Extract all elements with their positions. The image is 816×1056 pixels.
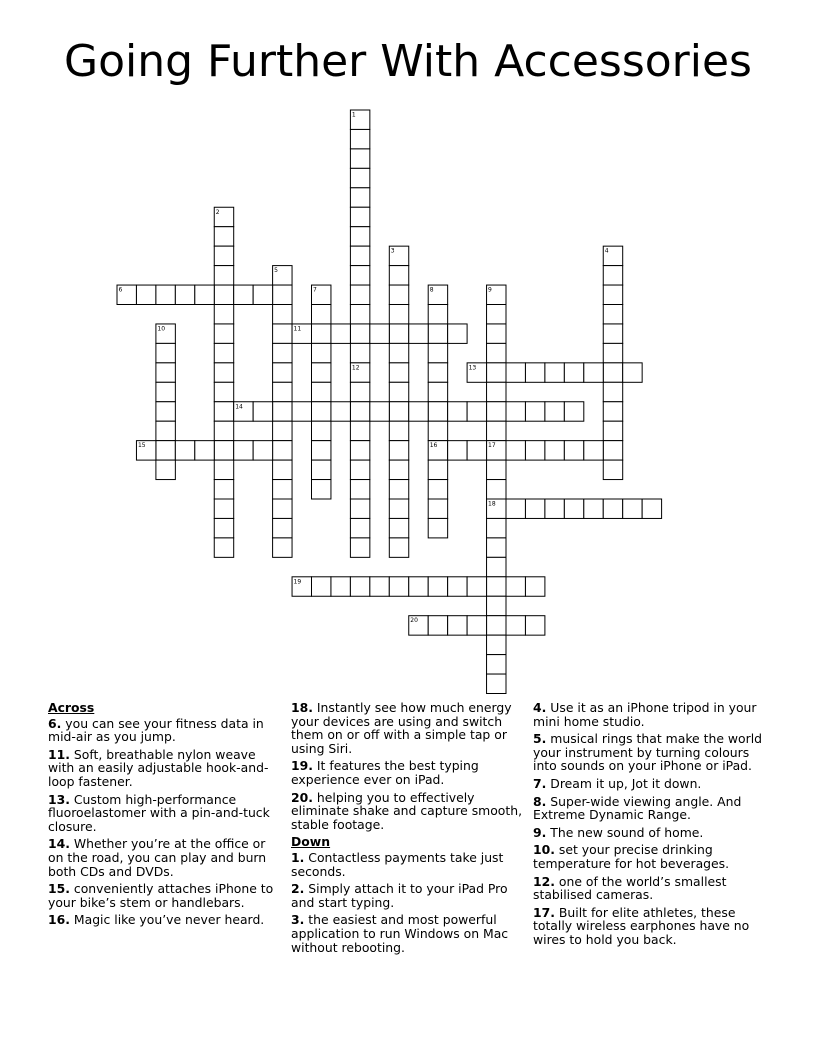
clue-down-7: 7. Dream it up, Jot it down. (533, 775, 702, 791)
grid-cell[interactable] (487, 460, 506, 479)
grid-cell[interactable] (545, 363, 564, 382)
grid-cell[interactable] (389, 382, 408, 401)
grid-cell[interactable] (273, 421, 292, 440)
grid-cell[interactable] (312, 343, 331, 362)
grid-cell[interactable] (389, 421, 408, 440)
grid-cell[interactable] (506, 363, 525, 382)
grid-cell[interactable] (273, 460, 292, 479)
grid-cell[interactable] (214, 480, 233, 499)
grid-cell[interactable] (506, 577, 525, 596)
grid-cell[interactable] (350, 324, 369, 343)
grid-cell[interactable] (506, 616, 525, 635)
clue-down-9: 9. The new sound of home. (533, 824, 704, 840)
clue-number-label: 20 (410, 617, 418, 625)
clue-number-label: 4 (604, 247, 609, 255)
grid-cell[interactable] (214, 499, 233, 518)
clue-number-label: 8 (429, 286, 434, 294)
grid-cell[interactable] (389, 538, 408, 557)
grid-cell[interactable] (487, 363, 506, 382)
clue-number-label: 1 (351, 111, 356, 119)
grid-cell[interactable] (428, 402, 447, 421)
grid-cell[interactable] (487, 343, 506, 362)
grid-cell[interactable] (564, 363, 583, 382)
grid-cell[interactable] (273, 518, 292, 537)
grid-cell[interactable] (487, 382, 506, 401)
clue-number-label: 15 (137, 442, 146, 450)
grid-cell[interactable] (389, 480, 408, 499)
grid-cell[interactable] (273, 480, 292, 499)
grid-cell[interactable] (234, 441, 253, 460)
grid-cell[interactable] (156, 343, 175, 362)
grid-cell[interactable] (312, 324, 331, 343)
grid-cell[interactable] (487, 538, 506, 557)
grid-cell[interactable] (487, 402, 506, 421)
grid-cell[interactable] (331, 324, 350, 343)
clue-number-label: 3 (390, 247, 395, 255)
grid-cell[interactable] (350, 188, 369, 207)
grid-cell[interactable] (214, 518, 233, 537)
clue-down-17: 17. Built for elite athletes, these totally wireless earphones have no wires to hold you back. (533, 904, 750, 947)
grid-cell[interactable] (603, 382, 622, 401)
grid-cell[interactable] (584, 363, 603, 382)
grid-cell[interactable] (350, 343, 369, 362)
clue-down-1: 1. Contactless payments take just seconds. (291, 849, 504, 879)
grid-cell[interactable] (448, 577, 467, 596)
grid-cell[interactable] (273, 343, 292, 362)
grid-cell[interactable] (584, 499, 603, 518)
grid-cell[interactable] (506, 499, 525, 518)
clue-number-label: 12 (351, 364, 360, 372)
grid-cell[interactable] (448, 402, 467, 421)
clue-down-12: 12. one of the world’s smallest stabilised cameras. (533, 873, 727, 903)
grid-cell[interactable] (273, 285, 292, 304)
grid-cell[interactable] (175, 285, 194, 304)
grid-cell[interactable] (389, 402, 408, 421)
grid-cell[interactable] (603, 460, 622, 479)
grid-cell[interactable] (350, 305, 369, 324)
grid-cell[interactable] (525, 402, 544, 421)
grid-cell[interactable] (409, 324, 428, 343)
grid-cell[interactable] (428, 499, 447, 518)
grid-cell[interactable] (156, 382, 175, 401)
clue-number-label: 7 (313, 286, 317, 294)
grid-cell[interactable] (214, 324, 233, 343)
clue-number-label: 16 (429, 442, 438, 450)
grid-cell[interactable] (487, 557, 506, 576)
grid-cell[interactable] (253, 285, 272, 304)
grid-cell[interactable] (487, 305, 506, 324)
grid-cell[interactable] (487, 655, 506, 674)
grid-cell[interactable] (448, 441, 467, 460)
grid-cell[interactable] (234, 285, 253, 304)
grid-cell[interactable] (156, 363, 175, 382)
grid-cell[interactable] (428, 343, 447, 362)
grid-cell[interactable] (350, 246, 369, 265)
grid-cell[interactable] (253, 402, 272, 421)
grid-cell[interactable] (214, 382, 233, 401)
grid-cell[interactable] (312, 421, 331, 440)
grid-cell[interactable] (603, 266, 622, 285)
grid-cell[interactable] (545, 499, 564, 518)
grid-cell[interactable] (350, 402, 369, 421)
grid-cell[interactable] (156, 402, 175, 421)
clue-number-label: 18 (488, 500, 496, 508)
grid-cell[interactable] (389, 266, 408, 285)
grid-cell[interactable] (487, 577, 506, 596)
grid-cell[interactable] (214, 227, 233, 246)
clue-across-13: 13. Custom high-performance fluoroelastomer with a pin-and-tuck closure. (48, 791, 270, 834)
clue-number-label: 17 (488, 442, 496, 450)
grid-cell[interactable] (389, 324, 408, 343)
grid-cell[interactable] (389, 577, 408, 596)
clue-down-2: 2. Simply attach it to your iPad Pro and start typing. (291, 881, 508, 910)
grid-cell[interactable] (273, 363, 292, 382)
grid-cell[interactable] (312, 382, 331, 401)
clue-column-2 (291, 701, 527, 958)
across-heading: Across (48, 700, 95, 715)
grid-cell[interactable] (603, 421, 622, 440)
clue-number-label: 9 (488, 286, 492, 294)
grid-cell[interactable] (487, 518, 506, 537)
grid-cell[interactable] (603, 343, 622, 362)
grid-cell[interactable] (370, 402, 389, 421)
grid-cell[interactable] (487, 674, 506, 693)
clue-across-14: 14. Whether you’re at the office or on the road, you can play and burn both CDs and DVDs. (48, 836, 267, 879)
grid-cell[interactable] (428, 324, 447, 343)
grid-cell[interactable] (136, 285, 155, 304)
grid-cell[interactable] (428, 460, 447, 479)
grid-cell[interactable] (584, 441, 603, 460)
grid-cell[interactable] (273, 382, 292, 401)
grid-cell[interactable] (273, 324, 292, 343)
grid-cell[interactable] (292, 402, 311, 421)
grid-cell[interactable] (428, 616, 447, 635)
grid-cell[interactable] (312, 441, 331, 460)
grid-cell[interactable] (350, 518, 369, 537)
grid-cell[interactable] (623, 363, 642, 382)
grid-cell[interactable] (350, 499, 369, 518)
clue-number-label: 13 (468, 364, 477, 372)
clue-column-1 (48, 701, 284, 931)
grid-cell[interactable] (428, 305, 447, 324)
grid-cell[interactable] (623, 499, 642, 518)
grid-cell[interactable] (448, 616, 467, 635)
grid-cell[interactable] (312, 460, 331, 479)
grid-cell[interactable] (389, 363, 408, 382)
grid-cell[interactable] (214, 285, 233, 304)
grid-cell[interactable] (389, 460, 408, 479)
grid-cell[interactable] (350, 480, 369, 499)
grid-cell[interactable] (350, 207, 369, 226)
clue-number-label: 11 (293, 325, 302, 333)
grid-cell[interactable] (525, 363, 544, 382)
grid-cell[interactable] (312, 577, 331, 596)
grid-cell[interactable] (214, 421, 233, 440)
grid-cell[interactable] (467, 441, 486, 460)
grid-cell[interactable] (370, 577, 389, 596)
grid-cell[interactable] (156, 285, 175, 304)
grid-cell[interactable] (525, 577, 544, 596)
grid-cell[interactable] (350, 577, 369, 596)
grid-cell[interactable] (389, 343, 408, 362)
clue-down-10: 10. set your precise drinking temperature for hot beverages. (533, 842, 730, 871)
grid-cell[interactable] (389, 518, 408, 537)
grid-cell[interactable] (545, 402, 564, 421)
grid-cell[interactable] (253, 441, 272, 460)
grid-cell[interactable] (350, 129, 369, 148)
clue-across-6: 6. you can see your fitness data in mid-air as you jump. (48, 715, 264, 745)
clue-down-5: 5. musical rings that make the world your instrument by turning colours into sounds on your iPhone or iPad. (533, 731, 763, 774)
grid-cell[interactable] (273, 441, 292, 460)
grid-cell[interactable] (273, 499, 292, 518)
grid-cell[interactable] (487, 324, 506, 343)
grid-cell[interactable] (564, 499, 583, 518)
grid-cell[interactable] (525, 441, 544, 460)
clue-across-16: 16. Magic like you’ve never heard. (48, 912, 265, 928)
grid-cell[interactable] (428, 421, 447, 440)
clue-across-15: 15. conveniently attaches iPhone to your bike’s stem or handlebars. (48, 881, 274, 910)
grid-cell[interactable] (156, 441, 175, 460)
puzzle-title: Going Further With Accessories (64, 36, 752, 87)
grid-cell[interactable] (214, 266, 233, 285)
grid-cell[interactable] (350, 227, 369, 246)
grid-cell[interactable] (195, 285, 214, 304)
grid-cell[interactable] (312, 402, 331, 421)
grid-cell[interactable] (389, 441, 408, 460)
down-heading: Down (291, 834, 331, 850)
grid-cell[interactable] (370, 324, 389, 343)
grid-cell[interactable] (564, 441, 583, 460)
grid-cell[interactable] (350, 168, 369, 187)
grid-cell[interactable] (467, 402, 486, 421)
grid-cell[interactable] (312, 363, 331, 382)
grid-cell[interactable] (603, 363, 622, 382)
grid-cell[interactable] (603, 324, 622, 343)
grid-cell[interactable] (331, 577, 350, 596)
grid-cell[interactable] (389, 305, 408, 324)
grid-cell[interactable] (350, 421, 369, 440)
grid-cell[interactable] (448, 324, 467, 343)
grid-cell[interactable] (603, 499, 622, 518)
clue-across-20: 20. helping you to effectively eliminate shake and capture smooth, stable footage. (291, 789, 523, 832)
clue-across-18: 18. Instantly see how much energy your devices are using and switch them on or off with a simple tap or using Siri. (291, 700, 512, 756)
grid-cell[interactable] (350, 441, 369, 460)
grid-cell[interactable] (195, 441, 214, 460)
grid-cell[interactable] (487, 480, 506, 499)
grid-cell[interactable] (506, 402, 525, 421)
grid-cell[interactable] (603, 305, 622, 324)
grid-cell[interactable] (156, 421, 175, 440)
grid-cell[interactable] (350, 285, 369, 304)
grid-cell[interactable] (525, 616, 544, 635)
clue-number-label: 10 (157, 325, 166, 333)
grid-cell[interactable] (214, 402, 233, 421)
grid-cell[interactable] (467, 616, 486, 635)
grid-cell[interactable] (214, 441, 233, 460)
grid-cell[interactable] (214, 305, 233, 324)
grid-cell[interactable] (545, 441, 564, 460)
grid-cell[interactable] (487, 421, 506, 440)
grid-cell[interactable] (389, 285, 408, 304)
grid-cell[interactable] (214, 343, 233, 362)
grid-cell[interactable] (350, 266, 369, 285)
grid-cell[interactable] (214, 460, 233, 479)
grid-cell[interactable] (603, 285, 622, 304)
grid-cell[interactable] (525, 499, 544, 518)
grid-cell[interactable] (428, 382, 447, 401)
grid-cell[interactable] (350, 460, 369, 479)
grid-cell[interactable] (428, 577, 447, 596)
grid-cell[interactable] (273, 538, 292, 557)
grid-cell[interactable] (603, 402, 622, 421)
grid-cell[interactable] (350, 149, 369, 168)
grid-cell[interactable] (428, 480, 447, 499)
grid-cell[interactable] (273, 402, 292, 421)
grid-cell[interactable] (487, 635, 506, 654)
grid-cell[interactable] (273, 305, 292, 324)
clue-number-label: 14 (235, 403, 243, 411)
grid-cell[interactable] (214, 538, 233, 557)
grid-cell[interactable] (428, 518, 447, 537)
clue-down-4: 4. Use it as an iPhone tripod in your mini home studio. (533, 700, 757, 729)
grid-cell[interactable] (506, 441, 525, 460)
grid-cell[interactable] (467, 577, 486, 596)
grid-cell[interactable] (175, 441, 194, 460)
grid-cell[interactable] (428, 363, 447, 382)
grid-cell[interactable] (487, 596, 506, 615)
grid-cell[interactable] (564, 402, 583, 421)
grid-cell[interactable] (331, 402, 350, 421)
grid-cell[interactable] (214, 363, 233, 382)
grid-cell[interactable] (409, 402, 428, 421)
grid-cell[interactable] (350, 382, 369, 401)
grid-cell[interactable] (214, 246, 233, 265)
clue-across-19: 19. It features the best typing experience ever on iPad. (291, 758, 479, 787)
grid-cell[interactable] (312, 480, 331, 499)
clue-number-label: 6 (118, 286, 123, 294)
grid-cell[interactable] (642, 499, 661, 518)
grid-cell[interactable] (389, 499, 408, 518)
clue-column-3 (533, 701, 769, 951)
clue-number-label: 2 (215, 208, 220, 216)
grid-cell[interactable] (350, 538, 369, 557)
grid-cell[interactable] (156, 460, 175, 479)
clue-down-3: 3. the easiest and most powerful application to run Windows on Mac without rebooting. (291, 912, 509, 955)
clue-across-11: 11. Soft, breathable nylon weave with an easily adjustable hook-and-loop fastener. (48, 746, 269, 789)
clue-number-label: 19 (293, 578, 302, 586)
grid-cell[interactable] (603, 441, 622, 460)
clue-number-label: 5 (274, 267, 278, 275)
grid-cell[interactable] (409, 577, 428, 596)
grid-cell[interactable] (312, 305, 331, 324)
clue-down-8: 8. Super-wide viewing angle. And Extreme Dynamic Range. (533, 793, 742, 823)
grid-cell[interactable] (487, 616, 506, 635)
